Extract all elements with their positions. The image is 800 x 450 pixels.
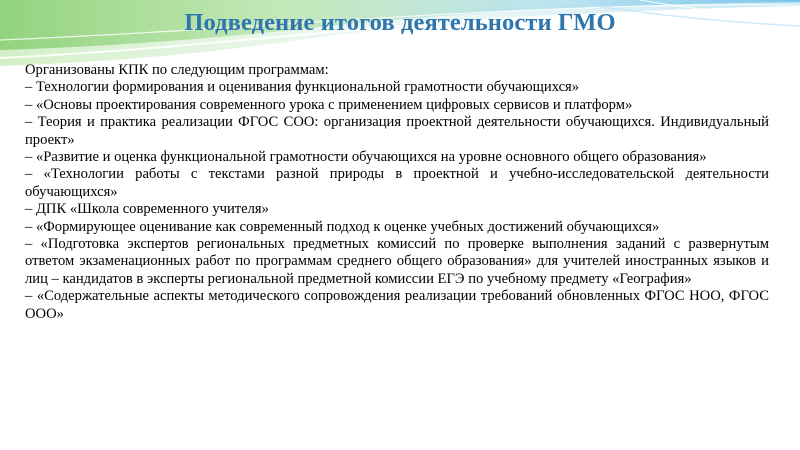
slide-title: Подведение итогов деятельности ГМО [184,9,616,36]
program-item: – «Основы проектирования современного урока с применением цифровых сервисов и платформ» [25,96,633,113]
program-item: – ДПК «Школа современного учителя» [25,201,269,218]
program-item: – Технологии формирования и оценивания функциональной грамотности обучающихся» [25,79,580,96]
program-item: – «Подготовка экспертов региональных предметных комиссий по проверке выполнения заданий с развернутым ответом экзаменационных работ по программам среднего общего образования» для учителей иностранных языков и лиц – кандидатов в эксперты региональной предметной комиссии ЕГЭ по учебному предмету «География» [25,236,769,287]
program-item: – «Технологии работы с текстами разной природы в проектной и учебно-исследовательской деятельности обучающихся» [25,166,769,200]
program-item: – «Содержательные аспекты методического сопровождения реализации требований обновленных ФГОС НОО, ФГОС ООО» [25,288,769,322]
program-item: – Теория и практика реализации ФГОС СОО: организация проектной деятельности обучающихся. Индивидуальный проект» [25,114,769,148]
intro-line: Организованы КПК по следующим программам: [25,62,329,78]
program-item: – «Развитие и оценка функциональной грамотности обучающихся на уровне основного общего образования» [25,149,707,166]
programs-list [25,62,769,323]
program-item: – «Формирующее оценивание как современный подход к оценке учебных достижений обучающихся» [25,218,660,235]
